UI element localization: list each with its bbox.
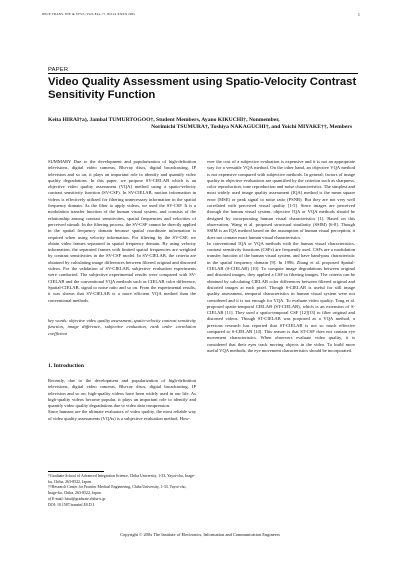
section-heading-introduction: 1. Introduction <box>48 363 84 369</box>
paper-label: PAPER <box>48 67 69 73</box>
footnotes: †Graduate School of Advanced Integration Science, Chiba University, 1-33, Yayoi-cho, Inage-ku, Chiba, 263-8522, Japan ††Research Center for Frontier Medical Engineering, Chiba University, 1-33, Yayoi-cho, Inage-ku, Chiba, 263-8522, Japan a) E-mail: hirai@graduate.chiba-u.jp DOI: 10.1587/transinf.E0.D.1 <box>48 474 196 507</box>
authors <box>48 117 352 131</box>
page-number: 1 <box>357 12 360 17</box>
footnote-rule <box>48 471 104 472</box>
keywords: key words: objective video quality assessment, spatio-velocity contrast sensitivity function, image difference, subjective evaluation, rank order correlation coefficient <box>48 318 196 336</box>
title-rule <box>48 73 358 74</box>
paper-title: Video Quality Assessment using Spatio-Velocity Contrast Sensitivity Function <box>48 76 357 102</box>
right-column-text: ever the cost of a subjective evaluation is expensive and it is not an appropriate way for a versatile VQA method. On the other hand, an objective VQA method is not expensive compared with subjective methods. In general, factors of image quality in objective evaluations are quantified by the criterion such as sharpness, color reproduction, tone reproduction and noise characteristics. The simplest and most widely used image quality assessment (IQA) method is the mean square error (MSE) or peak signal to noise ratio (PSNR). But they are not very well correlated with perceived visual quality [1-5]. Since images are perceived through the human visual system, objective IQA or VQA methods should be designed by incorporating human visual characteristics [1]. Based on this observation, Wang et al. proposed structural similarity (SSIM) [6-8]. Though SSIM is an IQA method based on the assumption of human visual perception, it does not contain exact human visual characteristics. In conventional IQA or VQA methods with the human visual characteristics, contrast sensitivity functions (CSFs) are frequently used. CSFs are a modulation transfer function of the human visual system, and have band-pass characteristic in the spatial frequency domain [9]. In 1996, Zhang et al. proposed Spatial-CIELAB (S-CIELAB) [10]. To compute image degradations between original and distorted images, they applied a CSF in filtering images. The criteria can be obtained by calculating CIELAB color differences between filtered original and distorted images at each pixel. Though S-CIELAB is useful for still image quality assessment, temporal characteristics in human visual system were not considered and it is not enough for VQA. To evaluate video quality, Tong et al. proposed spatio-temporal CIELAB (ST-CIELAB), which is an extension of S-CIELAB [11]. They used a spatio-temporal CSF [12][13] to filter original and distorted videos. Though ST-CIELAB was proposed as a VQA method, a previous research has reported that ST-CIELAB is not so much effective compared to S-CIELAB [14]. This reason is that ST-CSF does not contain eye movement characteristics. When observers evaluate video quality, it is considered that their eyes track moving objects in the video. To build more useful VQA methods, the eye movement characteristics should be incorporated. <box>207 159 355 353</box>
introduction-text: Recently, due to the development and popularization of high-definition televisions, digital video cameras, Blu-ray discs, digital broadcasting, IP television and so on, high-quality videos have been widely used in our life. As high-quality videos become popular, it plays an important role to identify and quantify video quality degradations due to video data compression. Since humans are the ultimate evaluators of video quality, the most reliable way of video quality assessments (VQAs) is a subjective evaluation method. How- <box>48 378 196 421</box>
copyright: Copyright © 200x The Institute of Electronics, Information and Communication Engineers <box>120 532 280 537</box>
summary: SUMMARY Due to the development and popularization of high-definition televisions, digital video cameras, Blu-ray discs, digital broadcasting, IP television and so on, it plays an important role to identify and quantify video quality degradations. In this paper, we propose SV-CIELAB which is an objective video quality assessment (VQA) method using a spatio-velocity contrast sensitivity function (SV-CSF). In SV-CIELAB, motion information in videos is effectively utilized for filtering unnecessary information in the spatial frequency domain. As the filter to apply videos, we used the SV-CSF. It is a modulation transfer function of the human visual system, and consists of the relationship among contrast sensitivities, spatial frequencies and velocities of perceived stimuli. In the filtering process, the SV-CSF cannot be directly applied in the spatial frequency domain because spatial coordinate information is required when using velocity information. For filtering by the SV-CSF, we obtain video frames separated in spatial frequency domain. By using velocity information, the separated frames with limited spatial frequencies are weighted by contrast sensitivities in the SV-CSF model. In SV-CIELAB, the criteria are obtained by calculating image differences between filtered original and distorted videos. For the validation of SV-CIELAB, subjective evaluation experiments were conducted. The subjective experimental results were compared with SV-CIELAB and the conventional VQA methods such as CIELAB color difference, Spatial-CIELAB, signal to noise ratio and so on. From the experimental results, it was shown that SV-CIELAB is a more efficient VQA method than the conventional methods. <box>48 159 196 303</box>
journal-header: IEICE TRANS. INF. & SYST., VOL.Exx–??, NO.xx XXXX 200x <box>42 12 136 16</box>
authors-line-2: Norimichi TSUMURA†, Toshiya NAKAGUCHI†, and Yoichi MIYAKE††, Members <box>151 124 352 131</box>
authors-line-1: Keita HIRAI†a), Jambal TUMURTOGOO†, Student Members, Ayano KIKUCHI†, Nonmember, <box>48 117 280 123</box>
